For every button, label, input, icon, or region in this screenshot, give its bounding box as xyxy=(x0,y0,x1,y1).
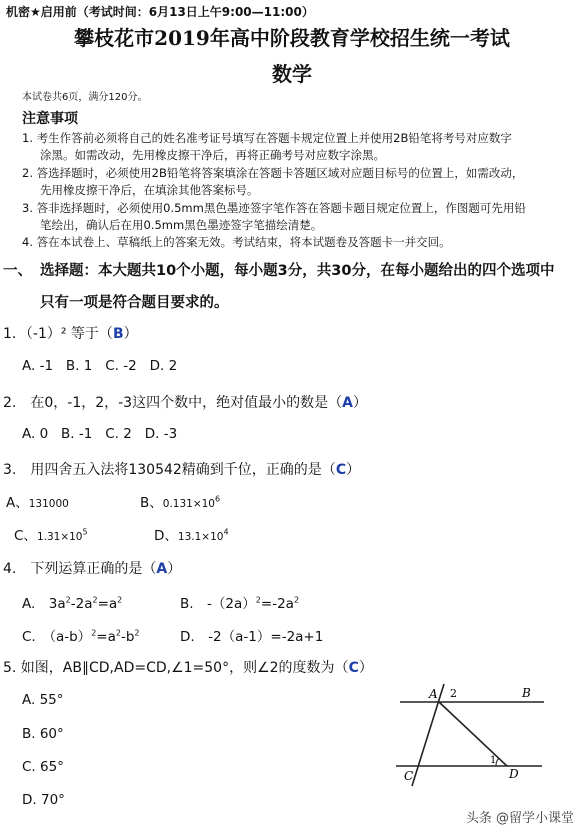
q5-option-a: A. 55° xyxy=(22,692,64,708)
q3-option-c: C、$1.31\times 10^5$ xyxy=(14,527,88,544)
watermark: 头条 @留学小课堂 xyxy=(465,811,574,826)
label-angle-2: 2 xyxy=(450,687,457,700)
section-heading: 选择题：本大题共10个小题，每小题3分，共30分，在每小题给出的四个选项中 xyxy=(40,263,555,279)
note-line: 2. 答选择题时，必须使用2B铅笔将答案填涂在答题卡答题区域对应题目标号的位置上，如需改动， xyxy=(22,166,524,180)
question-2: 2. 在0，-1，2，-3这四个数中，绝对值最小的数是（A） xyxy=(3,395,367,411)
paper-info: 本试卷共6页，满分120分。 xyxy=(22,92,148,103)
question-4: 4. 下列运算正确的是（A） xyxy=(3,561,182,577)
q4-option-a: A. $3a^2-2a^2=a^2$ xyxy=(22,595,123,612)
q5-option-d: D. 70° xyxy=(22,792,65,808)
label-c: C xyxy=(404,769,414,783)
exam-title: 攀枝花市2019年高中阶段教育学校招生统一考试 xyxy=(74,26,510,50)
answer-key: A xyxy=(156,561,168,577)
q2-options: A. 0 B. -1 C. 2 D. -3 xyxy=(22,426,178,442)
q3-option-d: D、$13.1\times 10^4$ xyxy=(154,527,229,544)
exam-header: 机密★启用前（考试时间：6月13日上午9:00—11:00） xyxy=(6,5,314,19)
question-3: 3. 用四舍五入法将130542精确到千位，正确的是（C） xyxy=(3,462,361,478)
answer-key: C xyxy=(348,660,359,676)
label-b: B xyxy=(522,686,531,700)
label-a: A xyxy=(429,687,438,701)
q4-option-b: B. $-(2a)^2=-2a^2$ xyxy=(180,595,300,612)
question-5: 5. 如图，AB∥CD,AD=CD,∠1=50°，则∠2的度数为（C） xyxy=(3,660,373,676)
section-heading-cont: 只有一项是符合题目要求的。 xyxy=(40,295,229,311)
note-line: 涂黑。如需改动，先用橡皮擦干净后，再将正确考号对应数字涂黑。 xyxy=(40,148,385,162)
q5-option-b: B. 60° xyxy=(22,726,64,742)
q3-option-b: B、$0.131\times 10^6$ xyxy=(140,494,221,511)
answer-key: A xyxy=(342,395,353,411)
q5-option-c: C. 65° xyxy=(22,759,64,775)
note-line: 先用橡皮擦干净后，在填涂其他答案标号。 xyxy=(40,183,259,197)
line-ad xyxy=(439,702,507,766)
question-1: 1．（-1）² 等于（B） xyxy=(3,326,138,342)
section-number: 一、 xyxy=(3,263,32,279)
label-d: D xyxy=(509,767,519,781)
note-line: 1. 考生作答前必须将自己的姓名准考证号填写在答题卡规定位置上并使用2B铅笔将考号对应数字 xyxy=(22,131,512,145)
q4-option-c: C. $(a-b)^2=a^2-b^2$ xyxy=(22,628,140,645)
note-line: 笔绘出，确认后在用0.5mm黑色墨迹签字笔描绘清楚。 xyxy=(40,218,323,232)
geometry-figure xyxy=(392,680,552,790)
note-line: 4. 答在本试卷上、草稿纸上的答案无效。考试结束，将本试题卷及答题卡一并交回。 xyxy=(22,235,451,249)
answer-key: B xyxy=(112,326,124,342)
answer-key: C xyxy=(335,462,347,478)
subject-title: 数学 xyxy=(272,62,312,86)
q1-options: A. -1 B. 1 C. -2 D. 2 xyxy=(22,358,178,374)
notes-title: 注意事项 xyxy=(22,111,78,127)
q4-option-d: D. -2（a-1）=-2a+1 xyxy=(180,629,324,645)
note-line: 3. 答非选择题时，必须使用0.5mm黑色墨迹签字笔作答在答题卡题目规定位置上，作图题可先用铅 xyxy=(22,201,526,215)
label-angle-1: 1 xyxy=(490,755,497,766)
line-ac xyxy=(412,684,444,786)
q3-option-a: A、131000 xyxy=(6,495,69,511)
